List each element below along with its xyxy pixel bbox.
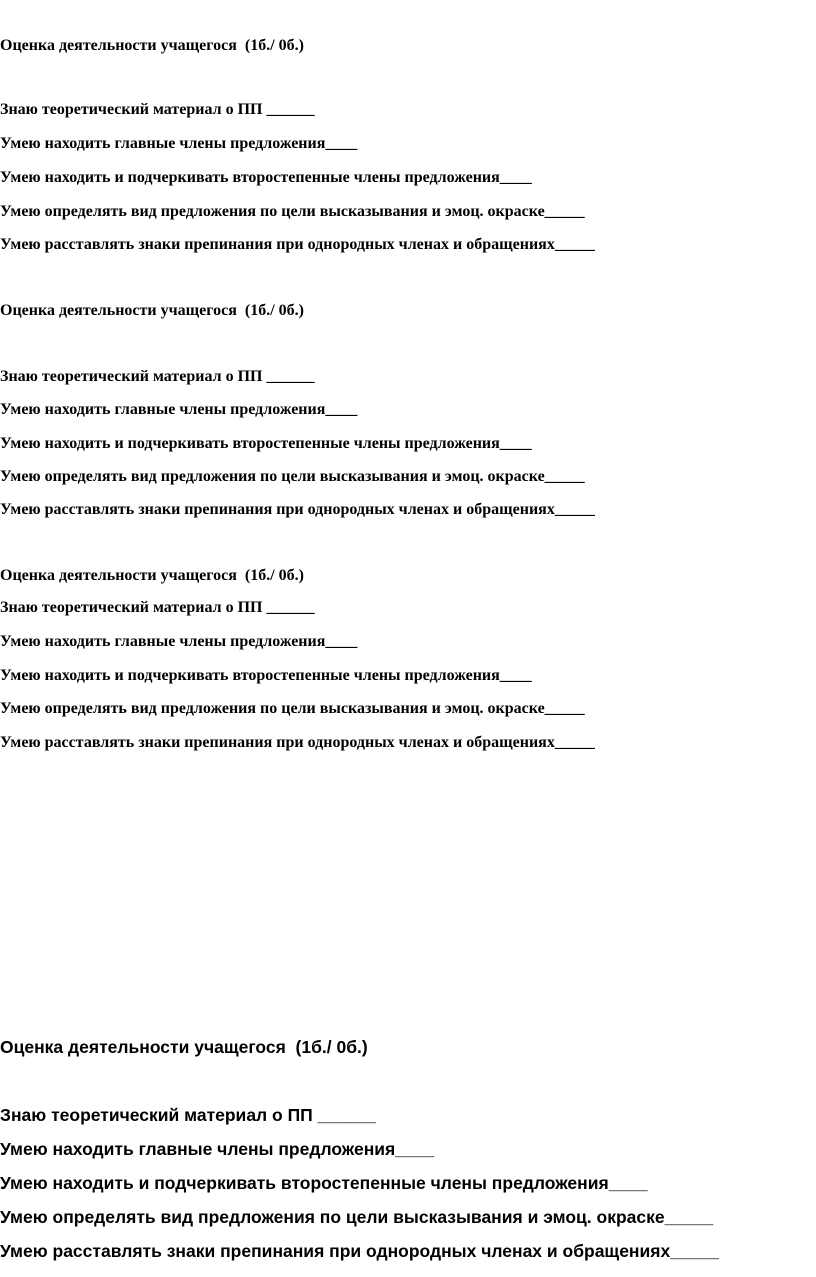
block-3-item-secondary-members: Умею находить и подчеркивать второстепенные члены предложения____ — [0, 667, 532, 684]
block-4-item-theory: Знаю теоретический материал о ПП ______ — [0, 1105, 376, 1125]
block-1-item-secondary-members: Умею находить и подчеркивать второстепенные члены предложения____ — [0, 169, 532, 186]
block-4-item-main-members: Умею находить главные члены предложения____ — [0, 1139, 435, 1159]
block-2-item-theory: Знаю теоретический материал о ПП ______ — [0, 368, 315, 385]
block-3-item-main-members: Умею находить главные члены предложения____ — [0, 633, 358, 650]
block-4-heading: Оценка деятельности учащегося (1б./ 0б.) — [0, 1037, 368, 1057]
block-4-item-sentence-type: Умею определять вид предложения по цели высказывания и эмоц. окраске_____ — [0, 1207, 714, 1227]
block-2-item-secondary-members: Умею находить и подчеркивать второстепенные члены предложения____ — [0, 435, 532, 452]
block-2-item-main-members: Умею находить главные члены предложения____ — [0, 401, 358, 418]
block-4-item-secondary-members: Умею находить и подчеркивать второстепенные члены предложения____ — [0, 1173, 648, 1193]
block-2-item-sentence-type: Умею определять вид предложения по цели высказывания и эмоц. окраске_____ — [0, 468, 585, 485]
block-1-item-main-members: Умею находить главные члены предложения____ — [0, 135, 358, 152]
block-1-item-punctuation: Умею расставлять знаки препинания при однородных членах и обращениях_____ — [0, 236, 595, 253]
block-2-item-punctuation: Умею расставлять знаки препинания при однородных членах и обращениях_____ — [0, 501, 595, 518]
block-1-item-theory: Знаю теоретический материал о ПП ______ — [0, 101, 315, 118]
block-3-item-sentence-type: Умею определять вид предложения по цели высказывания и эмоц. окраске_____ — [0, 700, 585, 717]
block-4-item-punctuation: Умею расставлять знаки препинания при однородных членах и обращениях_____ — [0, 1241, 719, 1261]
block-3-heading: Оценка деятельности учащегося (1б./ 0б.) — [0, 567, 304, 584]
block-3-item-theory: Знаю теоретический материал о ПП ______ — [0, 599, 315, 616]
block-2-heading: Оценка деятельности учащегося (1б./ 0б.) — [0, 302, 304, 319]
block-1-item-sentence-type: Умею определять вид предложения по цели высказывания и эмоц. окраске_____ — [0, 203, 585, 220]
block-3-item-punctuation: Умею расставлять знаки препинания при однородных членах и обращениях_____ — [0, 734, 595, 751]
block-1-heading: Оценка деятельности учащегося (1б./ 0б.) — [0, 37, 304, 54]
